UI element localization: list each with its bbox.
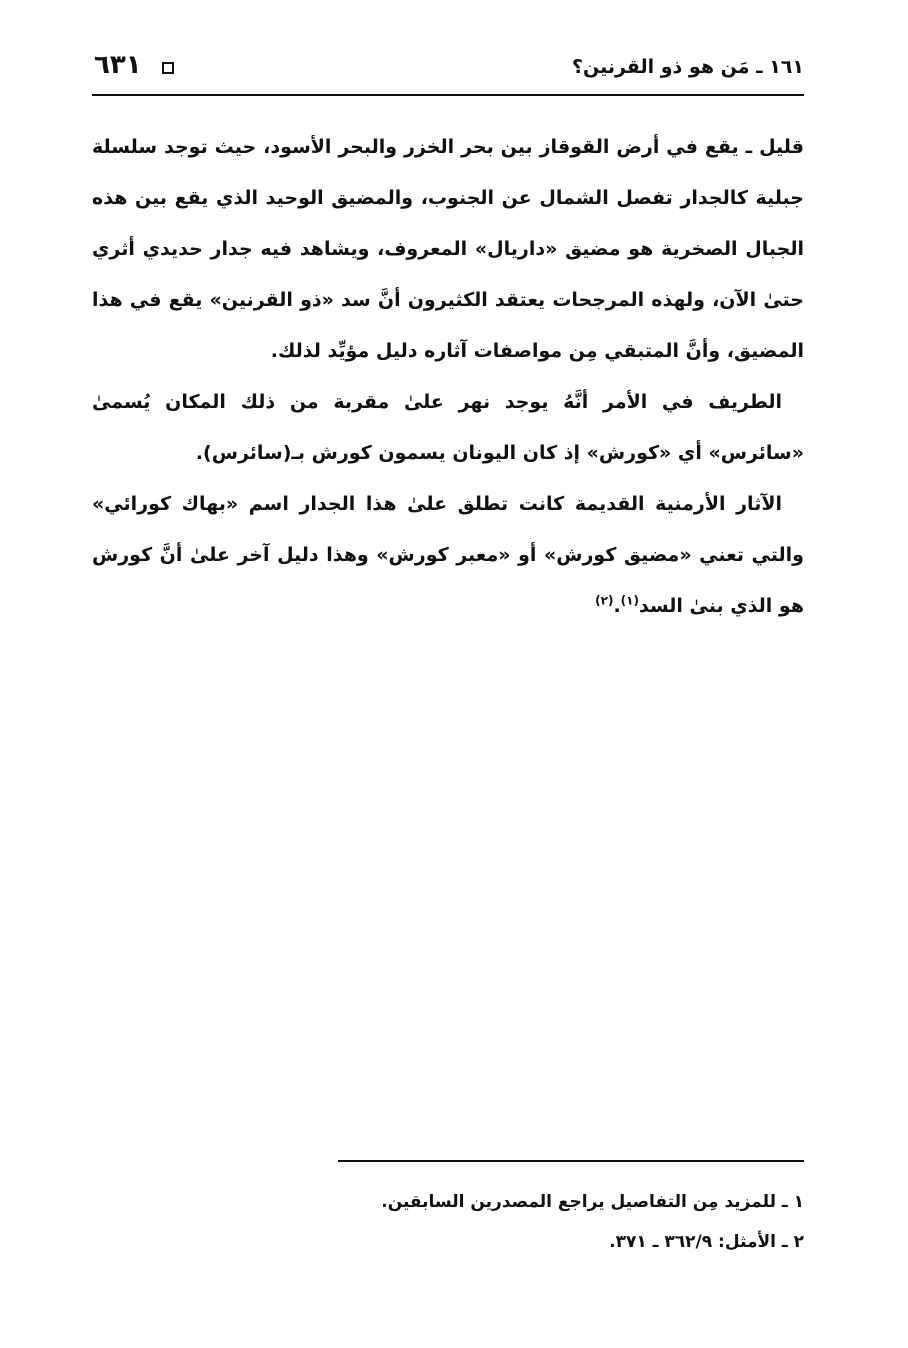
footnote-ref-2[interactable]: (٢) [595,593,614,608]
footnote-divider [338,1160,804,1162]
footnote-1: ١ ـ للمزيد مِن التفاصيل يراجع المصدرين السابقين. [381,1192,804,1212]
sentence-end: . [613,595,621,617]
header-divider [92,94,804,96]
paragraph-3 [92,479,804,632]
footnotes [92,1182,804,1262]
paragraph-3-text: الآثار الأرمنية القديمة كانت تطلق علىٰ هذا الجدار اسم «بهاك كورائي» والتي تعني «مضيق كورش» أو «معبر كورش» وهذا دليل آخر علىٰ أنَّ كورش هو الذي بنىٰ السد [92,493,804,617]
footnote-2: ٢ ـ الأمثل: ٣٦٢/٩ ـ ٣٧١. [609,1232,804,1252]
footnote-ref-1[interactable]: (١) [620,593,639,608]
main-text [92,122,804,632]
paragraph-1: قليل ـ يقع في أرض القوقاز بين بحر الخزر والبحر الأسود، حيث توجد سلسلة جبلية كالجدار تفصل الشمال عن الجنوب، والمضيق الوحيد الذي يقع بين هذه الجبال الصخرية هو مضيق «داريال» المعروف، ويشاهد فيه جدار حديدي أثري حتىٰ الآن، ولهذه المرجحات يعتقد الكثيرون أنَّ سد «ذو القرنين» يقع في هذا المضيق، وأنَّ المتبقي مِن مواصفات آثاره دليل مؤيِّد لذلك. [92,136,804,362]
square-ornament-icon [162,62,174,74]
page-number: ٦٣١ [94,50,142,80]
page-header [92,50,804,90]
running-title: ١٦١ ـ مَن هو ذو القرنين؟ [571,56,804,78]
paragraph-2: الطريف في الأمر أنَّهُ يوجد نهر علىٰ مقربة من ذلك المكان يُسمىٰ «سائرس» أي «كورش» إذ كان اليونان يسمون كورش بـ(سائرس). [92,391,804,464]
